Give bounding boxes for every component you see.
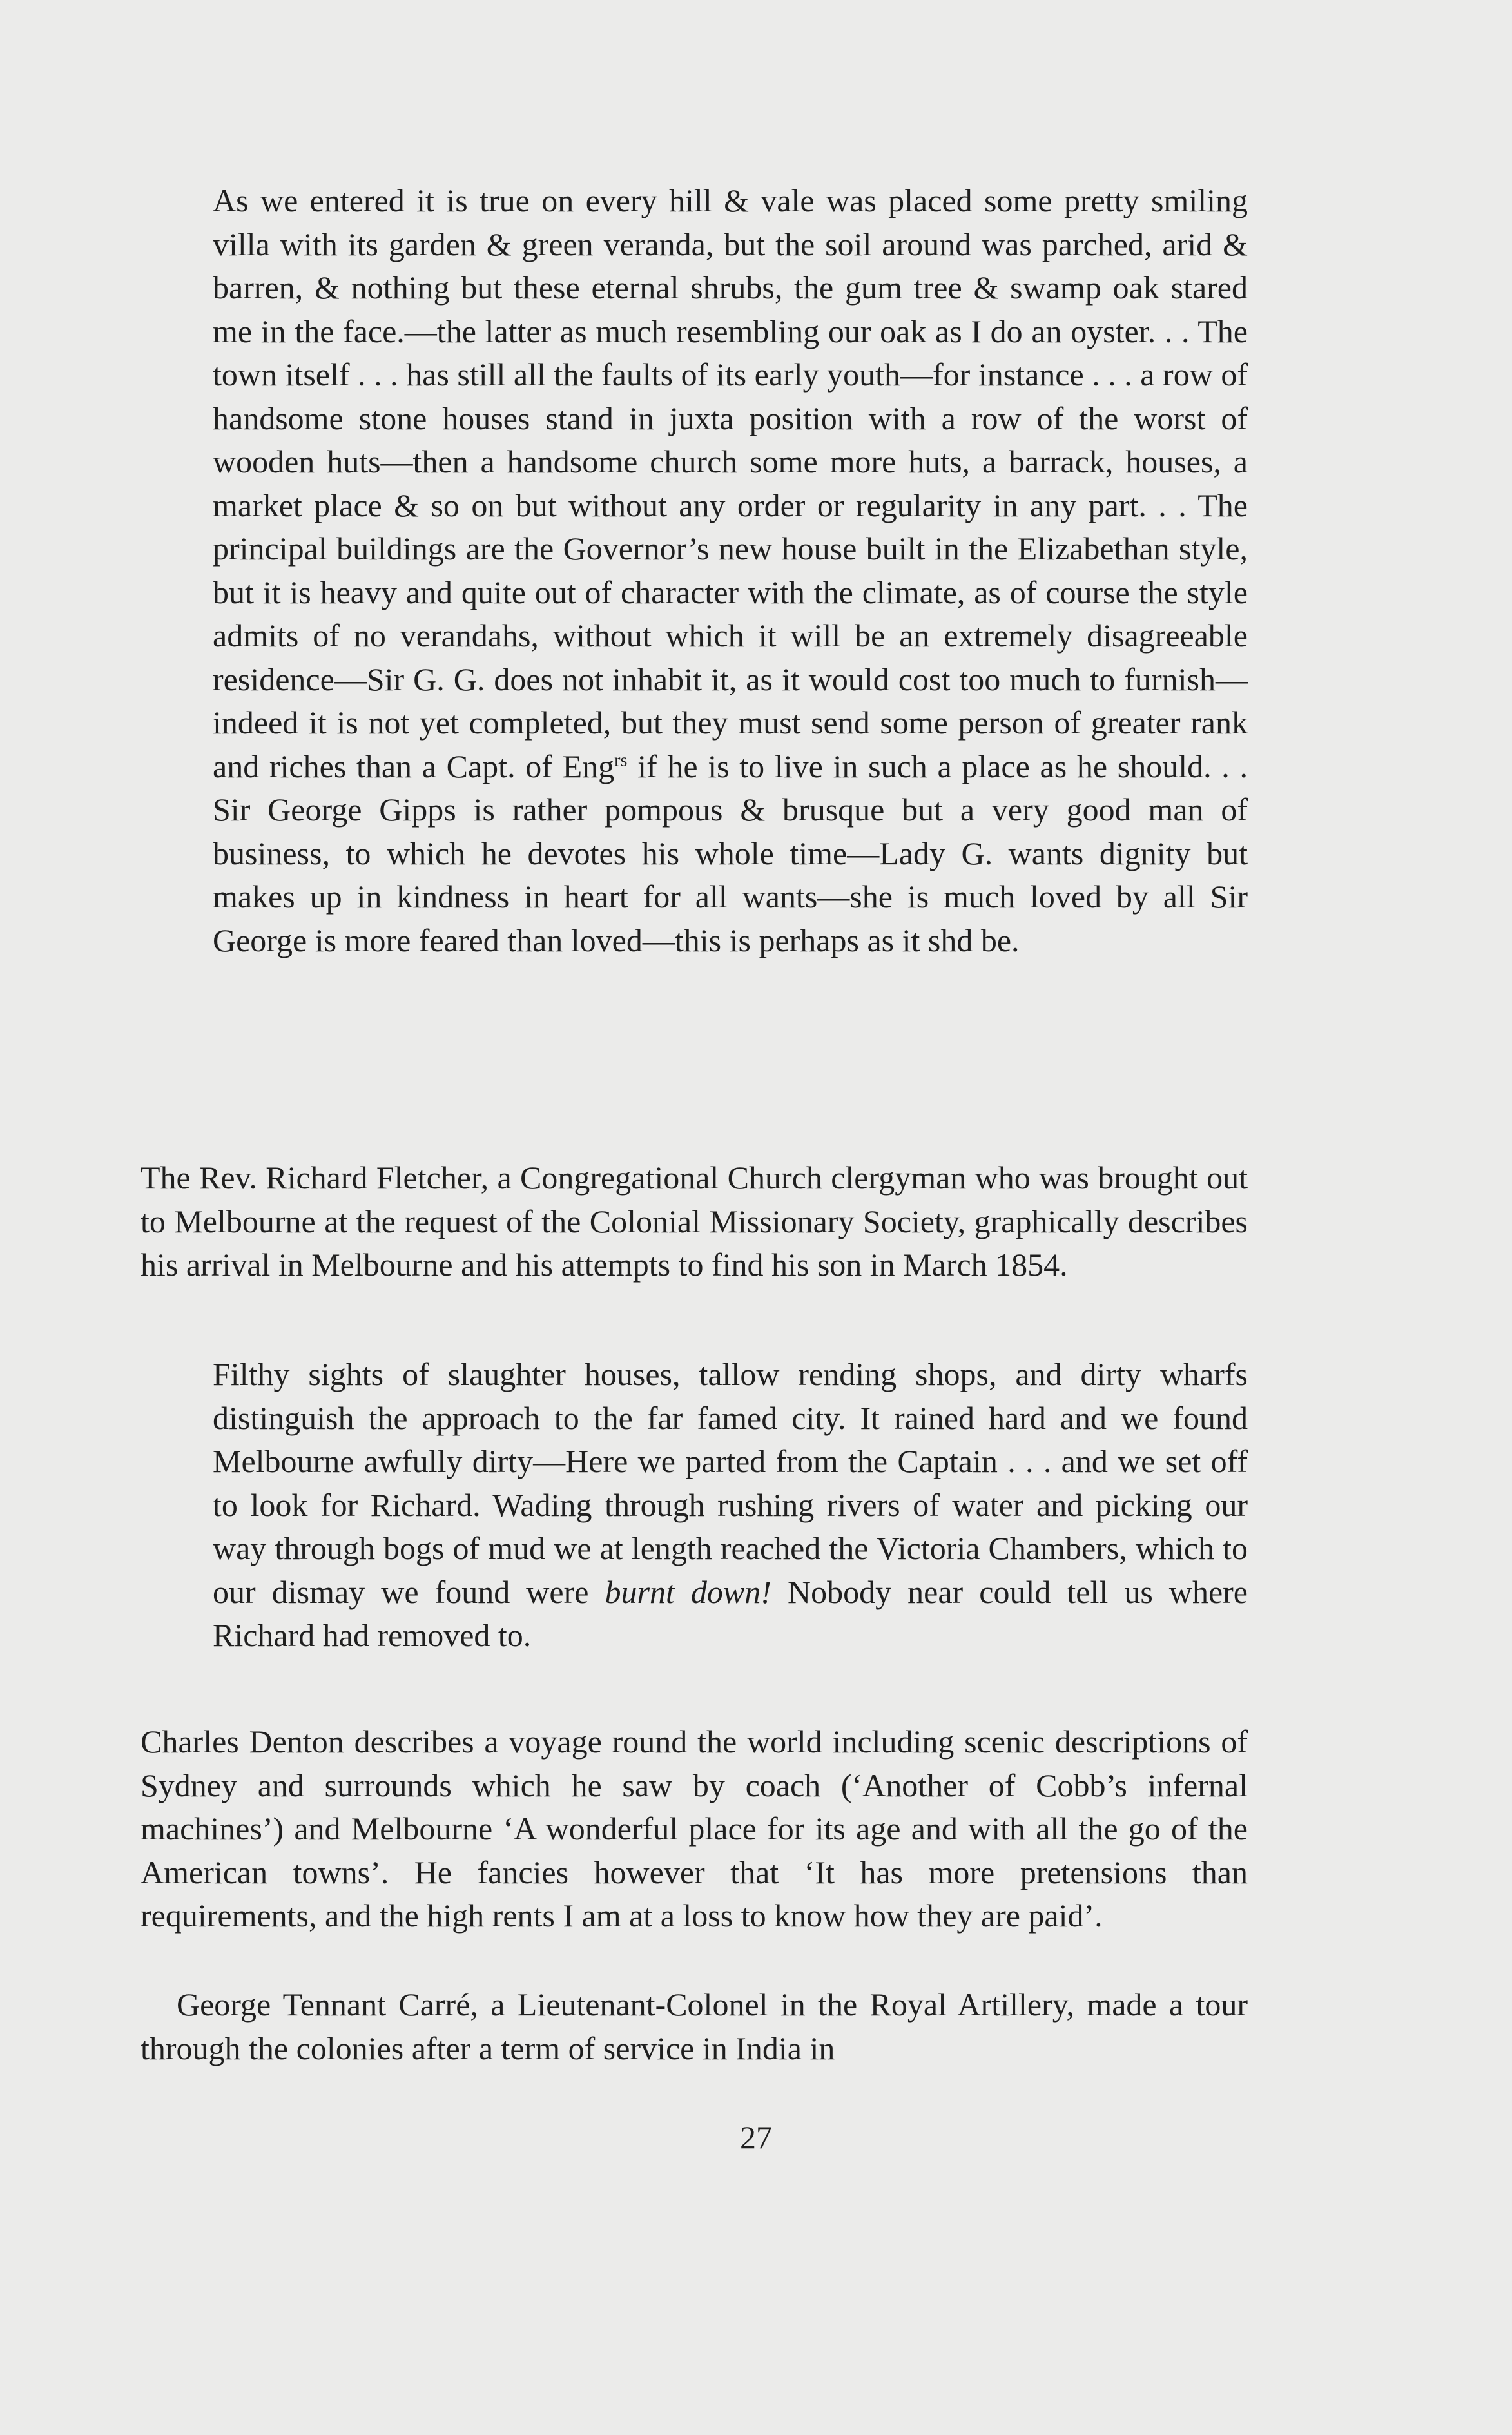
emphasis-text: burnt down! <box>605 1573 771 1610</box>
block-quote-governor-house <box>213 179 1248 962</box>
superscript-abbreviation: rs <box>614 750 628 770</box>
paragraph-text: Charles Denton describes a voyage round the world including scenic descriptions of Sydney and surrounds which he saw by coach (‘Another of Cobb’s infernal machines’) and Melbourne ‘A wonderful place for its age and with all the go of the American towns’. He fancies however that ‘It has more pretensions than requirements, and the high rents I am at a loss to know how they are paid’. <box>141 1723 1248 1934</box>
block-quote-melbourne-arrival <box>213 1353 1248 1658</box>
quote-text: Filthy sights of slaughter houses, tallow rending shops, and dirty wharfs distinguish the approach to the far famed city. It rained hard and we found Melbourne awfully dirty—Here we parted from the Captain . . . and we set off to look for Richard. Wading through rushing rivers of water and picking our way through bogs of mud we at length reached the Victoria Chambers, which to our dismay we found were <box>213 1356 1248 1610</box>
paragraph-text: George Tennant Carré, a Lieutenant-Colonel in the Royal Artillery, made a tour through the colonies after a term of service in India in <box>141 1986 1248 2066</box>
quote-text-continued: if he is to live in such a place as he should. . . Sir George Gipps is rather pompous & brusque but a very good man of business, to which he devotes his whole time—Lady G. wants dignity but makes up in kindness in heart for all wants—she is much loved by all Sir George is more feared than loved—this is perhaps as it shd be. <box>213 748 1248 958</box>
paragraph-denton <box>141 1720 1248 1938</box>
paragraph-fletcher <box>141 1156 1248 1287</box>
paragraph-text: The Rev. Richard Fletcher, a Congregational Church clergyman who was brought out to Melbourne at the request of the Colonial Missionary Society, graphically describes his arrival in Melbourne and his attempts to find his son in March 1854. <box>141 1159 1248 1283</box>
page-number: 27 <box>740 2119 772 2155</box>
quote-text-continued: Nobody near could tell us where Richard had removed to. <box>213 1573 1248 1653</box>
paragraph-carre <box>141 1983 1248 2070</box>
quote-text: As we entered it is true on every hill & vale was placed some pretty smiling villa with its garden & green veranda, but the soil around was parched, arid & barren, & nothing but these eternal shrubs, the gum tree & swamp oak stared me in the face.—the latter as much resembling our oak as I do an oyster. . . The town itself . . . has still all the faults of its early youth—for instance . . . a row of handsome stone houses stand in juxta position with a row of the worst of wooden huts—then a handsome church some more huts, a barrack, houses, a market place & so on but without any order or regularity in any part. . . The principal buildings are the Governor’s new house built in the Elizabethan style, but it is heavy and quite out of character with the climate, as of course the style admits of no verandahs, without which it will be an extremely disagreeable residence—Sir G. G. does not inhabit it, as it would cost too much to furnish—indeed it is not yet completed, but they must send some person of greater rank and riches than a Capt. of Eng <box>213 182 1248 784</box>
